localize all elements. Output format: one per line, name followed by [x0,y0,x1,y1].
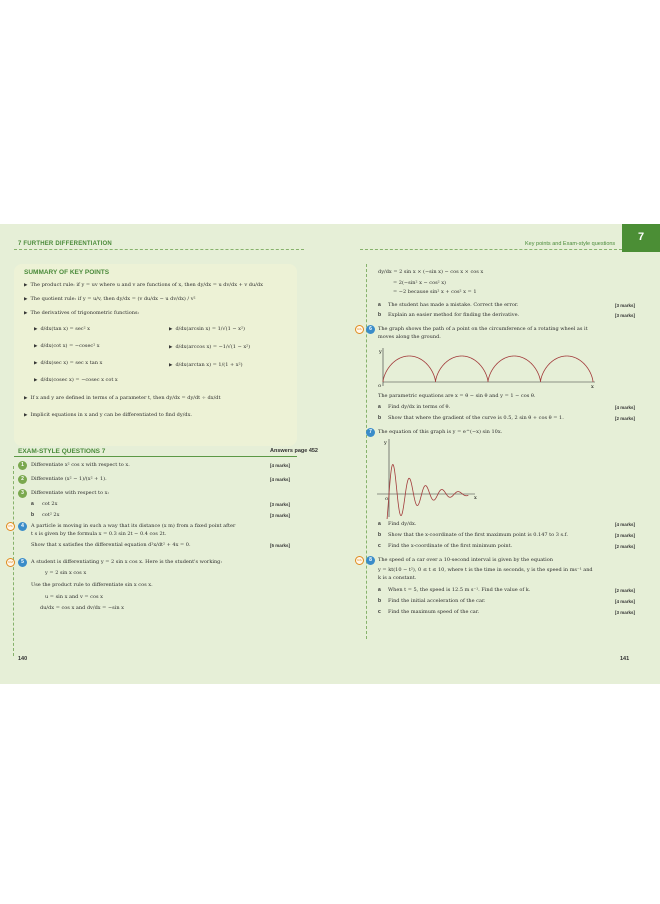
q5-part-b-label: b [378,312,382,318]
exam-title: EXAM-STYLE QUESTIONS 7 [18,448,106,455]
q5-use-product-rule: Use the product rule to differentiate sin x cos x. [31,582,153,588]
q7-part-a-label: a [378,521,381,527]
q5-work3: = −2 because sin² x + cos² x = 1 [393,289,477,295]
bullet-arrow-icon: ▶ [169,327,173,332]
reasoning-badge: RA [355,325,364,334]
q6-part-a-label: a [378,404,381,410]
book-spread [0,224,660,684]
q1-marks: [4 marks] [269,463,290,468]
parametric-formula: dy/dx = dy/dt ÷ dx/dt [166,395,221,401]
q3a-marks: [3 marks] [269,502,290,507]
q4-marks: [5 marks] [269,543,290,548]
q3-text: Differentiate with respect to x: [31,490,110,496]
bullet-arrow-icon: ▶ [24,396,28,401]
q3-part-a: cot 2x [42,501,58,507]
q2-marks: [4 marks] [269,477,290,482]
wave-y-label: y [384,440,387,446]
trig-derivative: ▶ d/dx(cosec x) = −cosec x cot x [34,377,118,383]
trig-intro: ▶ The derivatives of trigonometric functions: [24,310,140,316]
damped-wave-curve [383,464,469,519]
cycloid-x-label: x [591,384,594,390]
cycloid-origin-label: O [378,383,382,388]
question-number-2: 2 [18,475,27,484]
question-number-5: 5 [18,558,27,567]
bullet-arrow-icon: ▶ [24,297,28,302]
q8-part-c: Find the maximum speed of the car. [388,609,480,615]
q5-part-a-label: a [378,302,381,308]
left-page-number: 140 [18,656,28,662]
bullet-arrow-icon: ▶ [24,413,28,418]
chapter-tab: 7 [622,224,660,252]
q8c-marks: [3 marks] [614,610,635,615]
q7-part-a: Find dy/dx. [388,521,417,527]
q3-part-b-label: b [31,512,35,518]
q5b-marks: [3 marks] [614,313,635,318]
question-number-7: 7 [366,428,375,437]
q7c-marks: [2 marks] [614,544,635,549]
q8-part-c-label: c [378,609,381,615]
q7b-marks: [3 marks] [614,533,635,538]
exam-rule [14,456,297,457]
q7-part-b: Show that the x-coordinate of the first maximum point is 0.147 to 3 s.f. [388,532,568,538]
q5-working-uv: u = sin x and v = cos x [45,594,103,600]
communication-badge: CM [6,558,15,567]
q5-work1: dy/dx = 2 sin x × (−sin x) − cos x × cos x [378,269,484,275]
cycloid-y-label: y [379,349,382,355]
summary-box [14,264,297,446]
q5-part-a: The student has made a mistake. Correct the error. [388,302,519,308]
q5-line1: A student is differentiating y = 2 sin x cos x. Here is the student's working: [31,559,223,565]
cycloid-curve [383,356,593,382]
q6-parametric: The parametric equations are x = θ − sin θ and y = 1 − cos θ. [378,393,536,399]
q8-line3: k is a constant. [378,575,417,581]
right-header-rule [360,249,622,250]
left-header-rule [14,249,304,250]
answers-reference: Answers page 452 [270,448,318,454]
q3-part-a-label: a [31,501,34,507]
q8b-marks: [4 marks] [614,599,635,604]
cycloid-graph [375,346,600,390]
q6-line2: moves along the ground. [378,334,441,340]
product-rule-formula: dy/dx = u dv/dx + v du/dx [197,282,263,288]
right-margin-rule [366,264,367,639]
question-number-8: 8 [366,556,375,565]
q8-line2: y = kt(10 − t²), 0 ≤ t ≤ 10, where t is the time in seconds, y is the speed in ms⁻¹ and [378,567,593,573]
q7-part-c-label: c [378,543,381,549]
q5-working-y: y = 2 sin x cos x [45,570,87,576]
bullet-arrow-icon: ▶ [24,283,28,288]
modelling-badge: RA [355,556,364,565]
q6-part-b: Show that where the gradient of the curve is 0.5, 2 sin θ + cos θ = 1. [388,415,564,421]
quotient-rule-formula: dy/dx = (v du/dx − u dv/dx) / v² [116,296,196,302]
q5a-marks: [3 marks] [614,303,635,308]
wave-x-label: x [474,495,477,501]
trig-derivative: ▶ d/dx(tan x) = sec² x [34,326,91,332]
question-number-1: 1 [18,461,27,470]
bullet-arrow-icon: ▶ [169,363,173,368]
bullet-arrow-icon: ▶ [34,361,38,366]
q5-working-derivs: du/dx = cos x and dv/dx = −sin x [40,605,124,611]
q6b-marks: [2 marks] [614,416,635,421]
right-page-number: 141 [620,656,630,662]
q8-part-b: Find the initial acceleration of the car. [388,598,486,604]
product-rule: ▶ The product rule: if y = uv where u and v are functions of x, then dy/dx = u dv/dx + v du/dx [24,282,263,288]
bullet-arrow-icon: ▶ [34,327,38,332]
question-number-4: 4 [18,522,27,531]
q6-part-a: Find dy/dx in terms of θ. [388,404,451,410]
q7-text: The equation of this graph is y = e^(−x) sin 10x. [378,429,503,435]
q7-part-c: Find the x-coordinate of the first minimum point. [388,543,513,549]
q6a-marks: [4 marks] [614,405,635,410]
q5-part-b: Explain an easier method for finding the derivative. [388,312,520,318]
trig-derivative: ▶ d/dx(sec x) = sec x tan x [34,360,103,366]
summary-title: SUMMARY OF KEY POINTS [24,269,110,276]
problem-solving-badge: PS [6,522,15,531]
q7a-marks: [4 marks] [614,522,635,527]
q7-part-b-label: b [378,532,382,538]
bullet-arrow-icon: ▶ [169,345,173,350]
question-number-3: 3 [18,489,27,498]
question-number-6: 6 [366,325,375,334]
wave-origin-label: O [385,496,389,501]
q4-line3: Show that x satisfies the differential equation d²x/dt² + 4x = 0. [31,542,191,548]
q3-part-b: cot² 2x [42,512,60,518]
bullet-arrow-icon: ▶ [34,344,38,349]
inverse-trig-derivative: ▶ d/dx(arctan x) = 1/(1 + x²) [169,362,243,368]
q8-part-b-label: b [378,598,382,604]
q8-part-a-label: a [378,587,381,593]
q8-line1: The speed of a car over a 10-second interval is given by the equation [378,557,554,563]
parametric-rule: ▶ If x and y are defined in terms of a parameter t, then dy/dx = dy/dt ÷ dx/dt [24,395,221,401]
trig-derivative: ▶ d/dx(cot x) = −cosec² x [34,343,100,349]
left-running-header: 7 FURTHER DIFFERENTIATION [18,241,112,247]
implicit-rule: ▶ Implicit equations in x and y can be differentiated to find dy/dx. [24,412,193,418]
right-running-header: Key points and Exam-style questions [525,241,616,247]
inverse-trig-derivative: ▶ d/dx(arcsin x) = 1/√(1 − x²) [169,326,245,332]
damped-wave-graph [375,437,485,519]
q3b-marks: [3 marks] [269,513,290,518]
quotient-rule: ▶ The quotient rule: if y = u/v, then dy/dx = (v du/dx − u dv/dx) / v² [24,296,196,302]
bullet-arrow-icon: ▶ [24,311,28,316]
q6-part-b-label: b [378,415,382,421]
q5-work2: = 2(−sin² x − cos² x) [393,280,447,286]
q1-text: Differentiate x² cos x with respect to x. [31,462,130,468]
inverse-trig-derivative: ▶ d/dx(arccos x) = −1/√(1 − x²) [169,344,251,350]
q6-line1: The graph shows the path of a point on the circumference of a rotating wheel as it [378,326,588,332]
q8a-marks: [2 marks] [614,588,635,593]
q4-line2: t s is given by the formula x = 0.3 sin 2t − 0.4 cos 2t. [31,531,167,537]
q2-text: Differentiate (x² − 1)/(x² + 1). [31,476,107,482]
bullet-arrow-icon: ▶ [34,378,38,383]
q4-line1: A particle is moving in such a way that its distance (x m) from a fixed point after [31,523,236,529]
q8-part-a: When t = 5, the speed is 12.5 m s⁻¹. Find the value of k. [388,587,531,593]
